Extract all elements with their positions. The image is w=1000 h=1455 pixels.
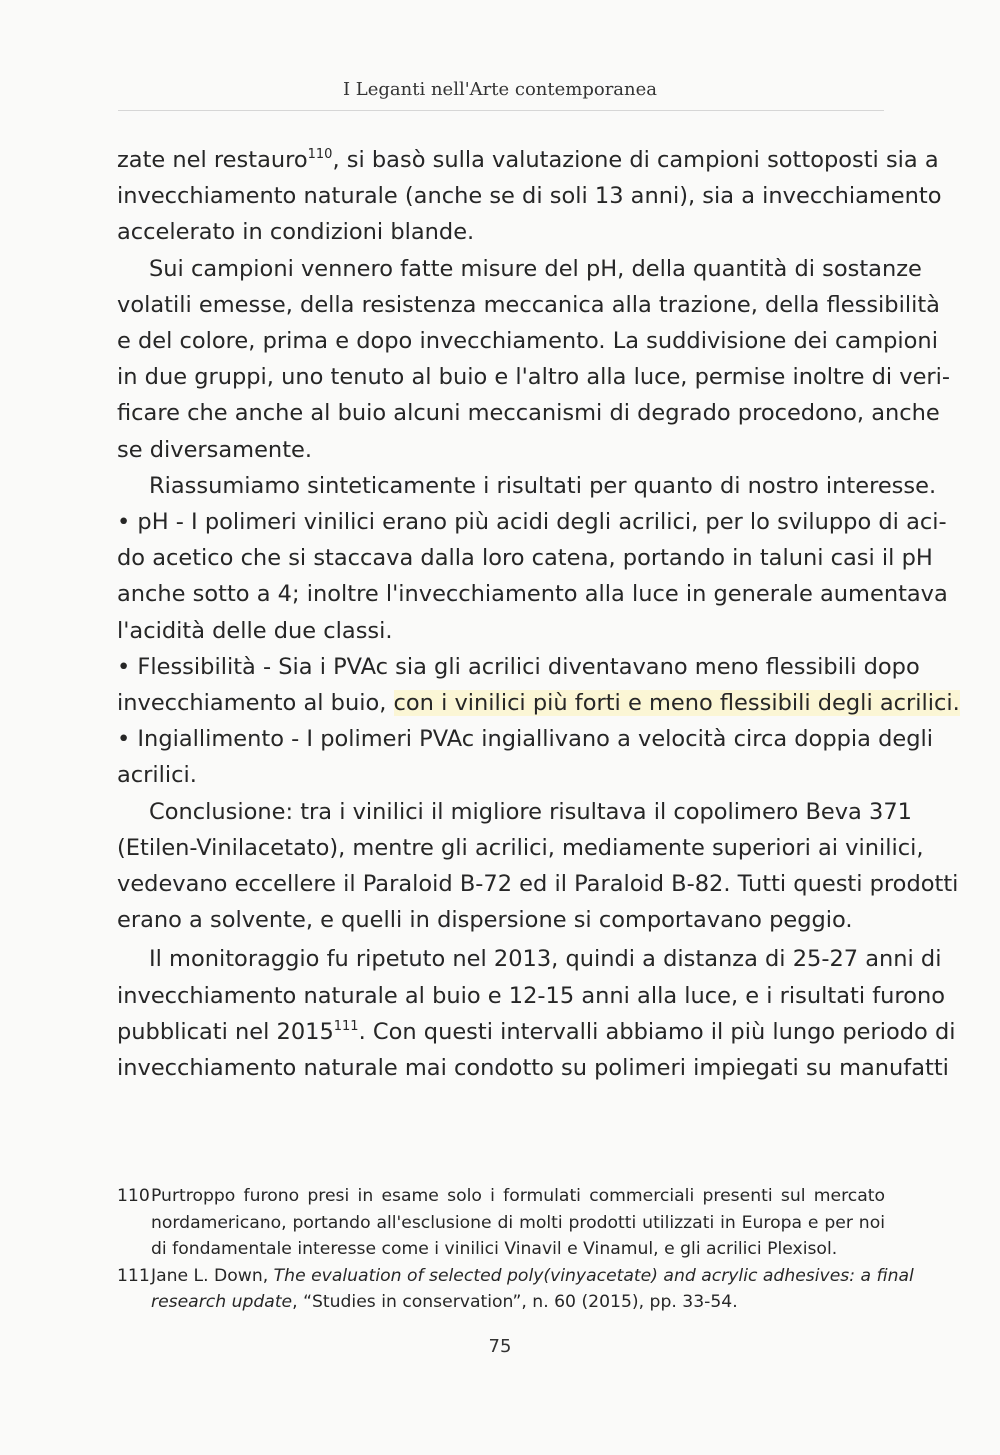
- paragraph-5-line-3: pubblicati nel 2015$^{111}$. Con questi intervalli abbiamo il più lungo periodo di: [117, 1018, 956, 1045]
- bullet-ph-line-1: • pH - I polimeri vinilici erano più acidi degli acrilici, per lo sviluppo di aci-: [117, 509, 947, 536]
- paragraph-5-line-4: invecchiamento naturale mai condotto su polimeri impiegati su manufatti: [117, 1055, 949, 1082]
- bullet-ingiallimento-line-1: • Ingiallimento - I polimeri PVAc ingiallivano a velocità circa doppia degli: [117, 726, 933, 753]
- paragraph-2-line-3: e del colore, prima e dopo invecchiamento. La suddivisione dei campioni: [117, 328, 938, 355]
- footnote-ref-110[interactable]: 110: [307, 147, 333, 162]
- body-text: [117, 142, 960, 1086]
- bullet-ingiallimento-line-2: acrilici.: [117, 762, 197, 789]
- paragraph-1-line-2: invecchiamento naturale (anche se di soli 13 anni), sia a invecchiamento: [117, 183, 942, 210]
- bullet-ph-line-4: l'acidità delle due classi.: [117, 617, 393, 644]
- running-title: I Leganti nell'Arte contemporanea: [342, 79, 658, 100]
- paragraph-2-line-5: ficare che anche al buio alcuni meccanismi di degrado procedono, anche: [117, 400, 940, 427]
- footnote-ref-111[interactable]: 111: [333, 1018, 359, 1034]
- paragraph-5-line-1: Il monitoraggio fu ripetuto nel 2013, quindi a distanza di 25-27 anni di: [149, 946, 942, 973]
- footnote-111-line-1: 111Jane L. Down, The evaluation of selected poly(vinyacetate) and acrylic adhesives: a final: [117, 1263, 885, 1290]
- paragraph-4-line-3: vedevano eccellere il Paraloid B-72 ed il Paraloid B-82. Tutti questi prodotti: [117, 871, 959, 898]
- paragraph-5-line-2: invecchiamento naturale al buio e 12-15 anni alla luce, e i risultati furono: [117, 982, 945, 1009]
- footnote-111-title: The evaluation of selected poly(vinyacetate) and acrylic adhesives: a final: [273, 1265, 914, 1286]
- paragraph-2-line-4: in due gruppi, uno tenuto al buio e l'altro alla luce, permise inoltre di veri-: [117, 364, 951, 391]
- paragraph-3-line-1: Riassumiamo sinteticamente i risultati per quanto di nostro interesse.: [149, 472, 937, 499]
- footnote-111-title-cont: research update: [151, 1292, 293, 1312]
- paragraph-4-line-4: erano a solvente, e quelli in dispersione si comportavano peggio.: [117, 907, 853, 934]
- page-number: 75: [488, 1336, 512, 1357]
- paragraph-2-line-2: volatili emesse, della resistenza meccanica alla trazione, della flessibilità: [117, 291, 940, 318]
- highlighted-text: con i vinilici più forti e meno flessibili degli acrilici.: [393, 690, 960, 717]
- bullet-ph-line-2: do acetico che si staccava dalla loro catena, portando in taluni casi il pH: [117, 545, 933, 572]
- header-rule: [118, 110, 884, 111]
- footnote-111-line-2: research update, “Studies in conservation”, n. 60 (2015), pp. 33-54.: [151, 1292, 738, 1312]
- bullet-ph-line-3: anche sotto a 4; inoltre l'invecchiamento alla luce in generale aumentava: [117, 581, 948, 608]
- bullet-flessibilita-line-2: invecchiamento al buio, con i vinilici più forti e meno flessibili degli acrilici.: [117, 690, 960, 717]
- footnote-number-111: 111: [117, 1265, 150, 1286]
- bullet-flessibilita-line-1: • Flessibilità - Sia i PVAc sia gli acrilici diventavano meno flessibili dopo: [117, 653, 920, 680]
- footnote-110-line-1: 110Purtroppo furono presi in esame solo i formulati commerciali presenti sul mercato: [117, 1183, 885, 1210]
- paragraph-2-line-1: Sui campioni vennero fatte misure del pH, della quantità di sostanze: [149, 255, 922, 282]
- paragraph-2-line-6: se diversamente.: [117, 436, 313, 463]
- paragraph-4-line-2: (Etilen-Vinilacetato), mentre gli acrilici, mediamente superiori ai vinilici,: [117, 834, 924, 861]
- footnotes: [117, 1183, 914, 1316]
- paragraph-4-line-1: Conclusione: tra i vinilici il migliore risultava il copolimero Beva 371: [149, 798, 912, 825]
- footnote-110-line-3: di fondamentale interesse come i vinilici Vinavil e Vinamul, e gli acrilici Plexisol.: [151, 1239, 838, 1259]
- paragraph-1-line-3: accelerato in condizioni blande.: [117, 219, 475, 246]
- paragraph-1-line-1: zate nel restauro$^{110}$, si basò sulla valutazione di campioni sottoposti sia a: [117, 147, 939, 173]
- footnote-110-line-2: nordamericano, portando all'esclusione di molti prodotti utilizzati in Europa e per noi: [151, 1212, 885, 1233]
- footnote-number-110: 110: [117, 1186, 150, 1206]
